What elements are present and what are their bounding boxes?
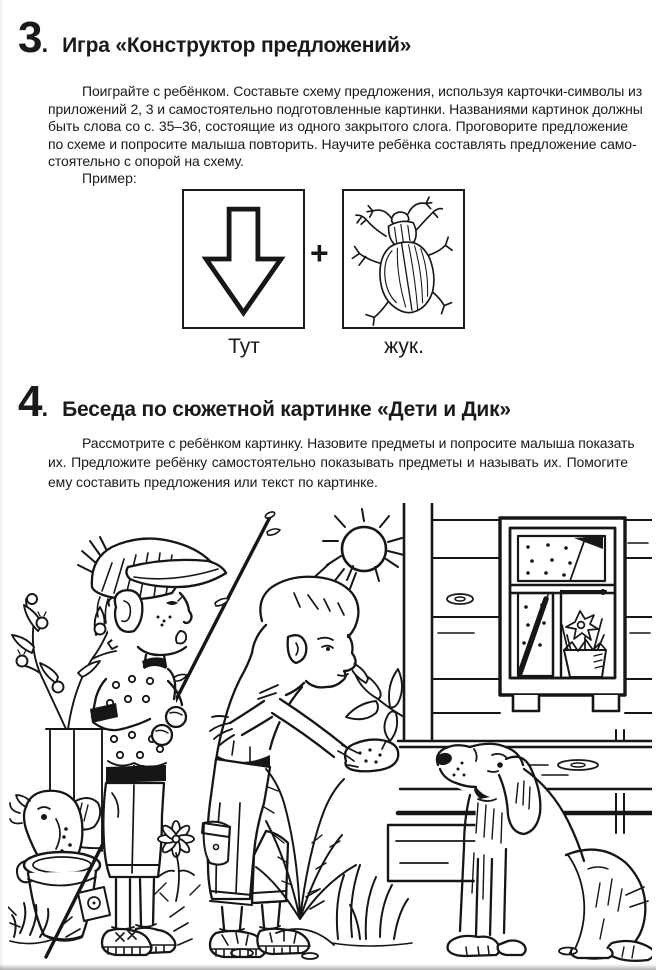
- section-4-header: [18, 377, 511, 426]
- section-3-paragraph: Поиграйте с ребёнком. Составьте схему предложения, используя карточки-символы из приложений 2, 3 и самостоятельно подготовленные картинки. Названиями картинок должны быть слова со с. 35–36, состоящие из одного закрытого слога. Проговорите предложение по схеме и попросите малыша повторить. Научите ребёнка составлять предложение само- стоятельно с опорой на схему.: [48, 83, 643, 170]
- section-4-paragraph: Рассмотрите с ребёнком картинку. Назовите предметы и попросите малыша показать их. Предложите ребёнку самостоятельно показывать предметы и называть их. Помогите ему составить предложения или текст по картинке.: [48, 435, 635, 490]
- story-picture-children-and-dog: [8, 503, 652, 965]
- page-scan-edge-bottom: [0, 964, 656, 970]
- section-3-header: [18, 13, 412, 62]
- sentence-scheme-example: [182, 189, 472, 379]
- section-3-number: 3.: [18, 13, 48, 62]
- section-4-title: Беседа по сюжетной картинке «Дети и Дик»: [62, 398, 511, 421]
- card-caption-zhuk: жук.: [384, 335, 424, 358]
- example-label: Пример:: [82, 170, 137, 186]
- leafy-branch: [346, 661, 404, 741]
- card-caption-tut: Тут: [228, 335, 260, 358]
- picture-card-beetle: [342, 189, 465, 329]
- section-4-number: 4.: [18, 377, 48, 426]
- window-drawing: [500, 518, 625, 711]
- down-arrow-icon: [184, 191, 303, 327]
- page-scan-edge-left: [0, 0, 4, 970]
- section-3-title: Игра «Конструктор предложений»: [62, 34, 412, 57]
- plus-sign: +: [310, 235, 329, 271]
- symbol-card-arrow: [182, 189, 305, 329]
- beetle-icon: [344, 191, 463, 327]
